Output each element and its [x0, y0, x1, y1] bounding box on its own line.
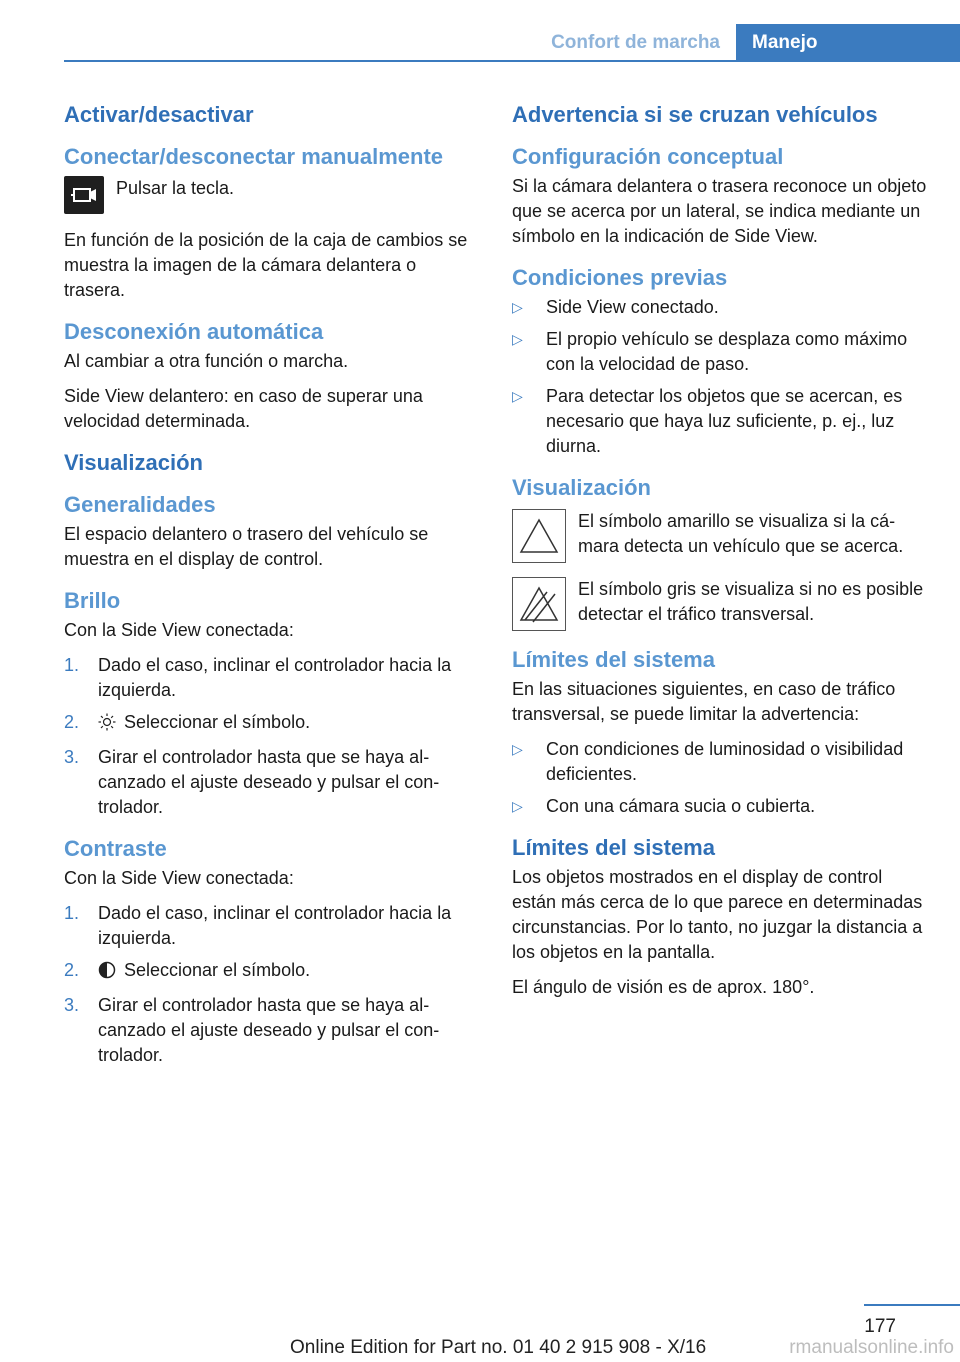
paragraph-side-view: Side View delantero: en caso de superar una velocidad determinada. — [64, 386, 423, 431]
gris-text: El símbolo gris se visualiza si no es posible detectar el tráfico transversal. — [578, 579, 924, 624]
heading-generalidades: Generalidades — [64, 492, 216, 517]
header-rule — [64, 60, 960, 62]
paragraph-config: Si la cámara delantera o trasera reconoce un objeto que se acerca por un lateral, se indica mediante un símbolo en la indicación de Side View. — [512, 176, 927, 246]
list-item: ▷ Con una cámara sucia o cubierta. — [512, 794, 927, 819]
list-item: 1. Dado el caso, inclinar el controlador hacia la izquierda. — [64, 903, 452, 948]
list-triangle-bullet-icon: ▷ — [512, 299, 523, 315]
heading-activar: Activar/desactivar — [64, 102, 254, 127]
warning-triangle-icon — [512, 509, 566, 563]
heading-visualizacion-right: Visualización — [512, 475, 651, 500]
brillo-steps — [64, 653, 479, 820]
paragraph-espacio: El espacio delantero o trasero del vehículo se muestra en el display de control. — [64, 524, 429, 569]
amarillo-row — [512, 509, 927, 563]
list-item: 3. Girar el controlador hasta que se haya alcanzado el ajuste deseado y pulsar el controlador. — [64, 995, 440, 1065]
brightness-sun-icon — [98, 713, 116, 738]
paragraph-limites: En las situaciones siguientes, en caso de tráfico transversal, se puede limitar la advertencia: — [512, 679, 896, 724]
list-triangle-bullet-icon: ▷ — [512, 331, 523, 347]
list-item: 1. Dado el caso, inclinar el controlador hacia la izquierda. — [64, 655, 452, 700]
footer-rule — [864, 1304, 960, 1306]
tab-confort-de-marcha[interactable]: Confort de marcha — [551, 32, 720, 53]
heading-contraste: Contraste — [64, 836, 167, 861]
camera-key-icon — [64, 176, 104, 214]
paragraph-angulo: El ángulo de visión es de aprox. 180°. — [512, 977, 815, 997]
condiciones-list — [512, 295, 927, 459]
gris-row — [512, 577, 927, 631]
pulsar-row — [64, 176, 479, 214]
contrast-half-circle-icon — [98, 961, 116, 986]
list-item: 2. Seleccionar el símbolo. — [64, 710, 479, 738]
heading-advertencia: Advertencia si se cruzan vehículos — [512, 102, 878, 127]
list-item: 2. Seleccionar el símbolo. — [64, 958, 479, 986]
limites-list — [512, 737, 927, 819]
list-item: ▷ El propio vehículo se desplaza como máximo con la velocidad de paso. — [512, 329, 908, 374]
heading-condiciones: Condiciones previas — [512, 265, 728, 290]
heading-config: Configuración conceptual — [512, 144, 784, 169]
list-item: ▷ Side View conectado. — [512, 295, 927, 320]
list-item: 3. Girar el controlador hasta que se haya alcanzado el ajuste deseado y pulsar el controlador. — [64, 747, 440, 817]
heading-limites-1: Límites del sistema — [512, 647, 715, 672]
heading-conectar: Conectar/desconectar manualmente — [64, 144, 444, 169]
heading-limites-2: Límites del sistema — [512, 835, 715, 860]
list-triangle-bullet-icon: ▷ — [512, 798, 523, 814]
list-triangle-bullet-icon: ▷ — [512, 741, 523, 757]
contraste-steps — [64, 901, 479, 1068]
tab-manejo[interactable]: Manejo — [736, 24, 960, 62]
edition-text: Online Edition for Part no. 01 40 2 915 908 - X/16 — [290, 1337, 707, 1358]
paragraph-objetos: Los objetos mostrados en el display de control están más cerca de lo que parece en determinadas circunstancias. Por lo tanto, no juzgar la distancia a los objetos en la pantalla. — [512, 867, 923, 962]
heading-visualizacion: Visualización — [64, 450, 203, 475]
heading-desconexion: Desconexión automática — [64, 319, 324, 344]
right-column — [512, 100, 927, 1010]
paragraph-cambiar: Al cambiar a otra función o marcha. — [64, 351, 349, 371]
list-triangle-bullet-icon: ▷ — [512, 388, 523, 404]
heading-brillo: Brillo — [64, 588, 121, 613]
page-number: 177 — [864, 1316, 896, 1337]
page-header — [64, 24, 960, 62]
list-item: ▷ Con condiciones de luminosidad o visibilidad deficientes. — [512, 739, 904, 784]
pulsar-text: Pulsar la tecla. — [116, 178, 235, 198]
paragraph-funcion: En función de la posición de la caja de cambios se muestra la imagen de la cámara delantera o trasera. — [64, 230, 468, 300]
amarillo-text: El símbolo amarillo se visualiza si la cámara detecta un vehículo que se acerca. — [578, 511, 904, 556]
paragraph-brillo-con: Con la Side View conectada: — [64, 620, 294, 640]
paragraph-contraste-con: Con la Side View conectada: — [64, 868, 294, 888]
list-item: ▷ Para detectar los objetos que se acercan, es necesario que haya luz suficiente, p. ej., luz diurna. — [512, 386, 903, 456]
left-column — [64, 100, 479, 1078]
warning-triangle-crossed-icon — [512, 577, 566, 631]
watermark: rmanualsonline.info — [789, 1337, 954, 1358]
